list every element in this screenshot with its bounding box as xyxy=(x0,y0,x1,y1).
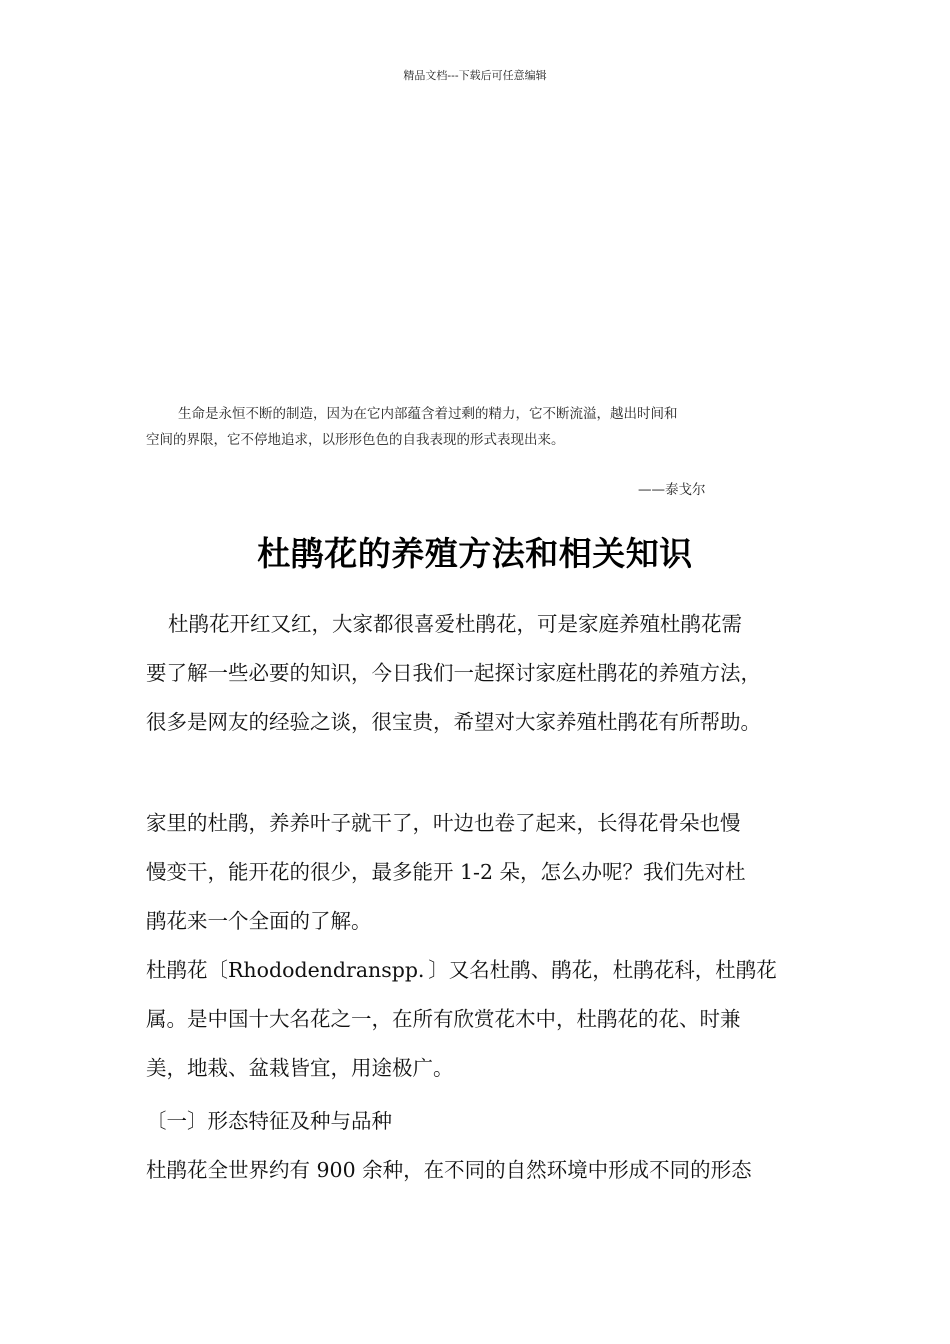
species-paragraph xyxy=(146,1146,816,1195)
paragraph-line: 鹃花来一个全面的了解。 xyxy=(146,909,372,933)
intro-paragraph xyxy=(146,600,816,747)
paragraph-line: 杜鹃花全世界约有 900 余种，在不同的自然环境中形成不同的形态 xyxy=(146,1158,752,1182)
epigraph-quote xyxy=(146,401,806,453)
paragraph-line: 杜鹃花〔Rhododendranspp．〕又名杜鹃、鹃花，杜鹃花科，杜鹃花 xyxy=(146,958,777,982)
epigraph-author: ——泰戈尔 xyxy=(638,482,706,498)
paragraph-line: 慢变干，能开花的很少，最多能开 1-2 朵，怎么办呢？我们先对杜 xyxy=(146,860,746,884)
page-header-note: 精品文档---下载后可任意编辑 xyxy=(403,69,547,82)
problem-paragraph xyxy=(146,799,816,946)
paragraph-line: 属。是中国十大名花之一，在所有欣赏花木中，杜鹃花的花、时兼 xyxy=(146,1007,741,1031)
epigraph-line: 空间的界限，它不停地追求，以形形色色的自我表现的形式表现出来。 xyxy=(146,432,565,448)
paragraph-line: 美，地栽、盆栽皆宜，用途极广。 xyxy=(146,1056,454,1080)
epigraph-line: 生命是永恒不断的制造，因为在它内部蕴含着过剩的精力，它不断流溢，越出时间和 xyxy=(178,406,678,422)
definition-paragraph xyxy=(146,946,816,1093)
paragraph-line: 杜鹃花开红又红，大家都很喜爱杜鹃花，可是家庭养殖杜鹃花需 xyxy=(168,612,742,636)
section-heading: 〔一〕形态特征及种与品种 xyxy=(146,1109,392,1133)
article-title: 杜鹃花的养殖方法和相关知识 xyxy=(257,534,693,573)
paragraph-line: 家里的杜鹃，养养叶子就干了，叶边也卷了起来，长得花骨朵也慢 xyxy=(146,811,741,835)
paragraph-line: 很多是网友的经验之谈，很宝贵，希望对大家养殖杜鹃花有所帮助。 xyxy=(146,710,761,734)
paragraph-line: 要了解一些必要的知识，今日我们一起探讨家庭杜鹃花的养殖方法， xyxy=(146,661,761,685)
